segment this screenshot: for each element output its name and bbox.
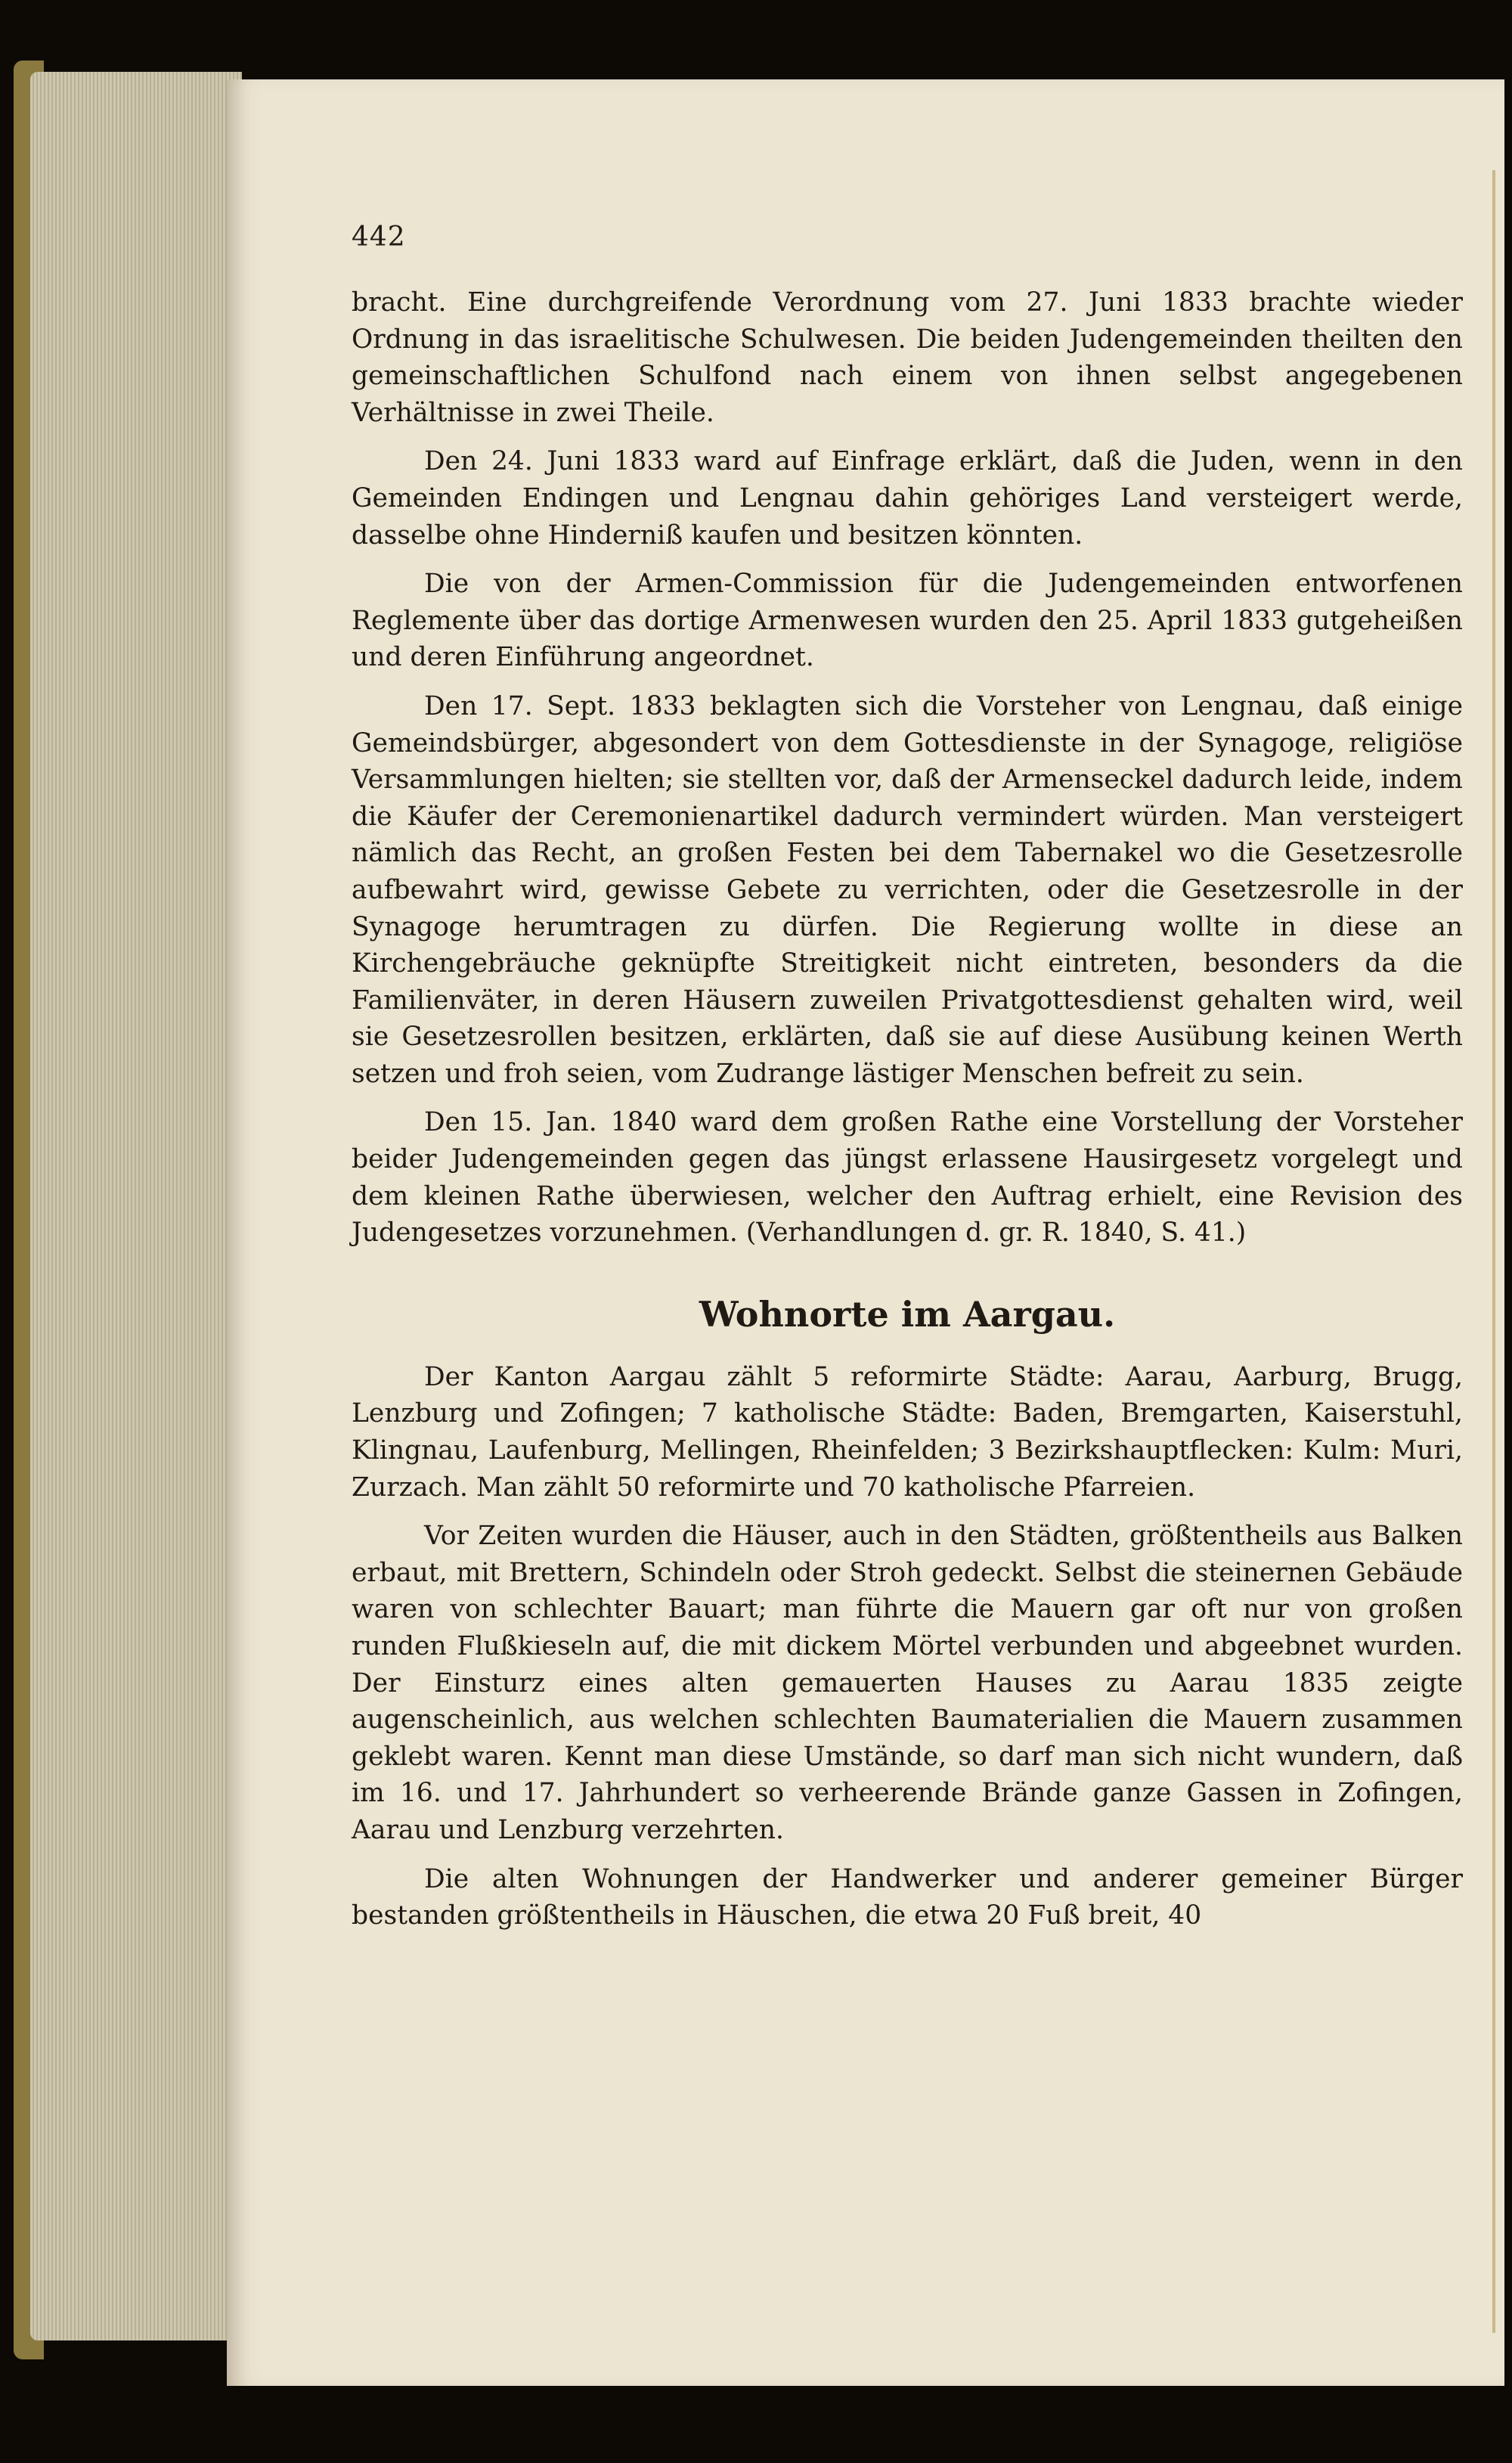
paragraph-1833-june-24: Den 24. Juni 1833 ward auf Einfrage erklärt, daß die Juden, wenn in den Gemeinden Endingen und Lengnau dahin gehöriges Land versteigert werde, dasselbe ohne Hinderniß kaufen und besitzen könnten. (352, 446, 1463, 551)
paragraph-continuation: bracht. Eine durchgreifende Verordnung vom 27. Juni 1833 brachte wieder Ordnung in das israelitische Schulwesen. Die beiden Judengemeinden theilten den gemeinschaftlichen Schulfond nach einem von ihnen selbst angegebenen Verhältnisse in zwei Theile. (352, 287, 1463, 428)
paragraph-vor-zeiten: Vor Zeiten wurden die Häuser, auch in den Städten, größtentheils aus Balken erbaut, mit Brettern, Schindeln oder Stroh gedeckt. Selbst die steinernen Gebäude waren von schlechter Bauart; man führte die Mauern gar oft nur von großen runden Flußkieseln auf, die mit dickem Mörtel verbunden und abgeebnet wurden. Der Einsturz eines alten gemauerten Hauses zu Aarau 1835 zeigte augenscheinlich, aus welchen schlechten Baumaterialien die Mauern zusammen geklebt waren. Kennt man diese Umstände, so darf man sich nicht wundern, daß im 16. und 17. Jahrhundert so verheerende Brände ganze Gassen in Zofingen, Aarau und Lenzburg verzehrten. (352, 1521, 1463, 1845)
paragraph-alte-wohnungen: Die alten Wohnungen der Handwerker und anderer gemeiner Bürger bestanden größtentheils in Häuschen, die etwa 20 Fuß breit, 40 (352, 1863, 1463, 1931)
page-stack-edges (30, 72, 242, 2340)
page-text-block (352, 222, 1463, 1947)
section-heading: Wohnorte im Aargau. (699, 1293, 1116, 1335)
paragraph-armen-commission: Die von der Armen-Commission für die Judengemeinden entworfenen Reglemente über das dortige Armenwesen wurden den 25. April 1833 gutgeheißen und deren Einführung angeordnet. (352, 569, 1463, 673)
paragraph-1840-jan-15: Den 15. Jan. 1840 ward dem großen Rathe eine Vorstellung der Vorsteher beider Judengemeinden gegen das jüngst erlassene Hausirgesetz vorgelegt und dem kleinen Rathe überwiesen, welcher den Auftrag erhielt, eine Revision des Judengesetzes vorzunehmen. (Verhandlungen d. gr. R. 1840, S. 41.) (352, 1107, 1463, 1249)
page-number: 442 (352, 222, 406, 253)
book-page (227, 79, 1504, 2386)
paragraph-1833-sept-17: Den 17. Sept. 1833 beklagten sich die Vorsteher von Lengnau, daß einige Gemeindsbürger, abgesondert von dem Gottesdienste in der Synagoge, religiöse Versammlungen hielten; sie stellten vor, daß der Armenseckel dadurch leide, indem die Käufer der Ceremonienartikel dadurch vermindert würden. Man versteigert nämlich das Recht, an großen Festen bei dem Tabernakel wo die Gesetzesrolle aufbewahrt wird, gewisse Gebete zu verrichten, oder die Gesetzesrolle in der Synagoge herumtragen zu dürfen. Die Regierung wollte in diese an Kirchengebräuche geknüpfte Streitigkeit nicht eintreten, besonders da die Familienväter, in deren Häusern zuweilen Privatgottesdienst gehalten wird, weil sie Gesetzesrollen besitzen, erklärten, daß sie auf diese Ausübung keinen Werth setzen und froh seien, vom Zudrange lästiger Menschen befreit zu sein. (352, 690, 1463, 1089)
gutter-rule (1492, 170, 1495, 2333)
paragraph-kanton-aargau: Der Kanton Aargau zählt 5 reformirte Städte: Aarau, Aarburg, Brugg, Lenzburg und Zofingen; 7 katholische Städte: Baden, Bremgarten, Kaiserstuhl, Klingnau, Laufenburg, Mellingen, Rheinfelden; 3 Bezirkshauptflecken: Kulm: Muri, Zurzach. Man zählt 50 reformirte und 70 katholische Pfarreien. (352, 1361, 1463, 1503)
